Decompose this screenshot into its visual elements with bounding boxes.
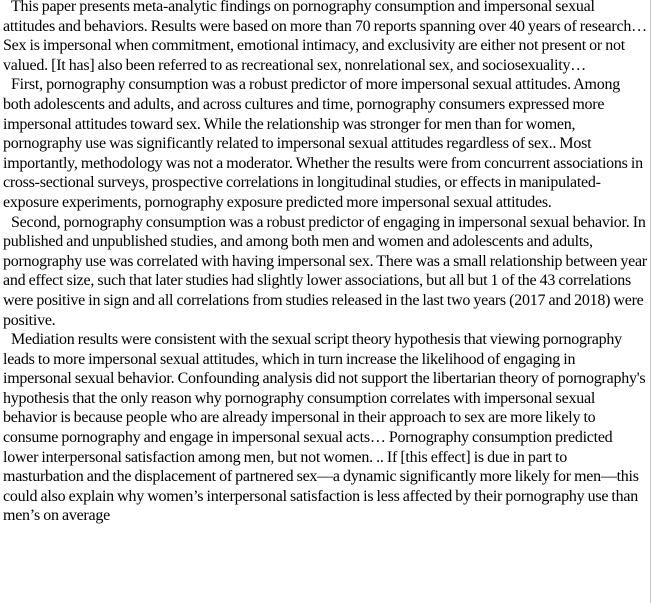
page-edge-divider	[650, 0, 651, 603]
paragraph-mediation: Mediation results were consistent with the sexual script theory hypothesis that viewing pornography leads to more impersonal sexual attitudes, which in turn increase the likelihood of engaging in impersonal sexual behavior. Confounding analysis did not support the libertarian theory of pornography's hypothesis that the only reason why pornography consumption correlates with impersonal sexual behavior is because people who are already impersonal in their approach to sex are more likely to consume pornography and engage in impersonal sexual acts… Pornography consumption predicted lower interpersonal satisfaction among men, but not women. .. If [this effect] is due in part to masturbation and the displacement of partnered sex—a dynamic significantly more likely for men—this could also explain why women’s interpersonal satisfaction is less affected by their pornography use than men’s on average	[3, 331, 646, 525]
paragraph-attitudes: First, pornography consumption was a robust predictor of more impersonal sexual attitudes. Among both adolescents and adults, and across cultures and time, pornography consumers expressed more impersonal attitudes toward sex. While the relationship was stronger for men than for women, pornography use was significantly related to impersonal sexual attitudes regardless of sex.. Most importantly, methodology was not a moderator. Whether the results were from concurrent associations in cross-sectional surveys, prospective correlations in longitudinal studies, or effects in manipulated-exposure experiments, pornography exposure predicted more impersonal sexual attitudes.	[3, 76, 643, 211]
paragraph-intro: This paper presents meta-analytic findings on pornography consumption and impersonal sexual attitudes and behaviors. Results were based on more than 70 reports spanning over 40 years of research… Sex is impersonal when commitment, emotional intimacy, and exclusivity are either not present or not valued. [It has] also been referred to as recreational sex, nonrelational sex, and sociosexuality…	[3, 0, 647, 74]
paragraph-behavior: Second, pornography consumption was a robust predictor of engaging in impersonal sexual behavior. In published and unpublished studies, and among both men and women and adolescents and adults, pornography use was correlated with having impersonal sex. There was a small relationship between year and effect size, such that later studies had slightly lower associations, but all but 1 of the 43 correlations were positive in sign and all correlations from studies released in the last two years (2017 and 2018) were positive.	[3, 213, 647, 329]
document-body	[3, 0, 647, 526]
